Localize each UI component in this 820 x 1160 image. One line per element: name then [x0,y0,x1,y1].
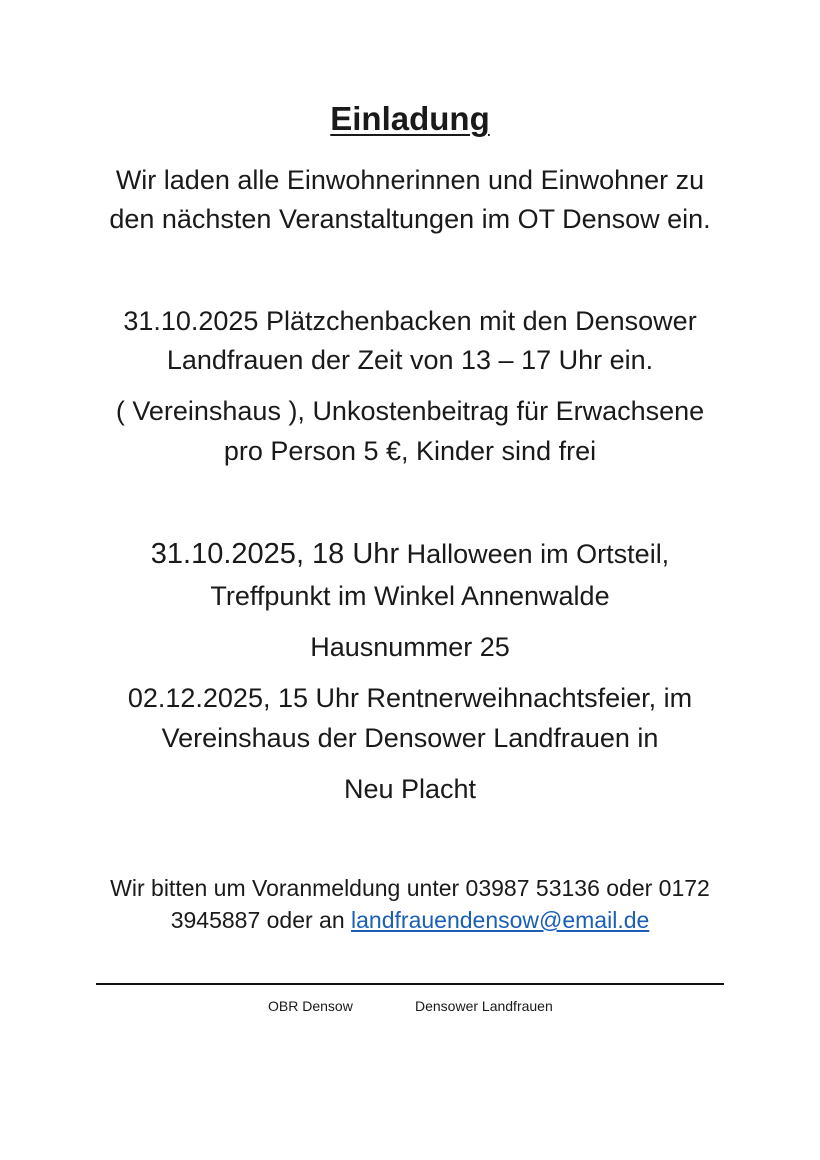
footer-densower-landfrauen: Densower Landfrauen [415,998,553,1014]
event2-line-2: Treffpunkt im Winkel Annenwalde [210,581,610,611]
page-title: Einladung [330,100,490,137]
signature-divider [96,983,724,985]
event2-title: Halloween im Ortsteil, [399,539,670,569]
event2-heading [0,537,820,571]
event2-date-time: 31.10.2025, 18 Uhr [150,538,400,570]
event3-line-2: Vereinshaus der Densower Landfrauen in [161,723,659,753]
event3-line-1: 02.12.2025, 15 Uhr Rentnerweihnachtsfeier, im [127,683,693,713]
contact-line-1: Wir bitten um Voranmeldung unter 03987 53136 oder 0172 [110,875,710,901]
contact-line-2 [0,905,820,935]
footer-obr-densow: OBR Densow [268,998,353,1014]
intro-line-1: Wir laden alle Einwohnerinnen und Einwohner zu [115,165,705,195]
event1-line-1: 31.10.2025 Plätzchenbacken mit den Densower [123,306,697,336]
event1-line-2: Landfrauen der Zeit von 13 – 17 Uhr ein. [166,345,654,375]
intro-line-2: den nächsten Veranstaltungen im OT Densow ein. [109,204,711,234]
event1-line-4: pro Person 5 €, Kinder sind frei [223,436,597,466]
contact-line-2-text: 3945887 oder an [170,907,352,933]
event3-line-3: Neu Placht [343,774,477,804]
email-link[interactable]: landfrauendensow@email.de [351,907,650,933]
event2-line-3: Hausnummer 25 [310,632,510,662]
event1-line-3: ( Vereinshaus ), Unkostenbeitrag für Erwachsene [115,396,705,426]
